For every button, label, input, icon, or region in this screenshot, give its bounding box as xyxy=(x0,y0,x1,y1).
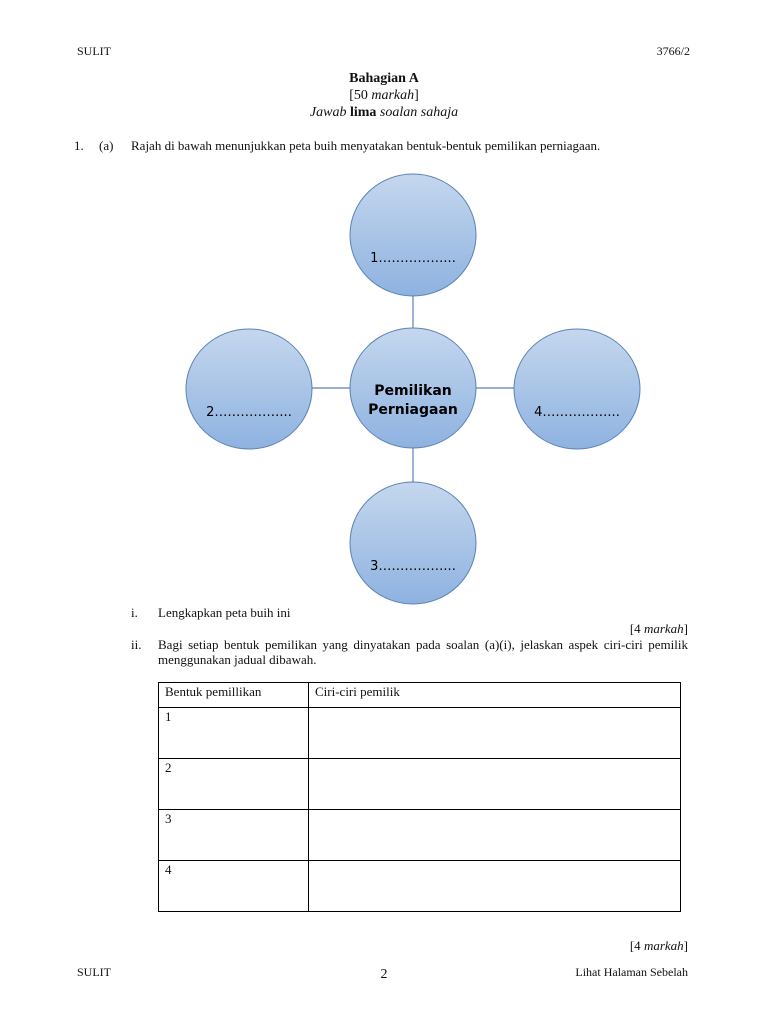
table-row xyxy=(159,708,681,759)
table-row xyxy=(159,861,681,912)
subquestion-1-text: Lengkapkan peta buih ini xyxy=(158,605,291,620)
header-paper-code: 3766/2 xyxy=(656,44,690,58)
answer-table xyxy=(158,682,681,912)
bubble-center-line1: Pemilikan xyxy=(374,383,452,399)
footer-page-number: 2 xyxy=(380,967,388,982)
bubble-right-label: 4……………... xyxy=(534,405,620,420)
subquestion-1-number: i. xyxy=(131,605,138,620)
answer-cell[interactable] xyxy=(309,708,681,759)
final-marks: [4 markah] xyxy=(629,938,688,953)
bubble-left-label: 2……………... xyxy=(206,405,292,420)
bubble-top xyxy=(350,174,476,296)
table-cell-number: 1 xyxy=(159,708,309,759)
bubble-center-line2: Perniagaan xyxy=(368,402,458,418)
table-cell-number: 2 xyxy=(159,759,309,810)
header-sulit: SULIT xyxy=(77,44,111,58)
subquestion-1-marks: [4 markah] xyxy=(629,621,688,636)
answer-cell[interactable] xyxy=(309,759,681,810)
answer-cell[interactable] xyxy=(309,861,681,912)
footer-sulit: SULIT xyxy=(77,965,111,979)
table-cell-number: 3 xyxy=(159,810,309,861)
table-header-form: Bentuk pemillikan xyxy=(159,683,309,708)
section-instruction: Jawab lima soalan sahaja xyxy=(309,105,459,120)
table-cell-number: 4 xyxy=(159,861,309,912)
question-number: 1. xyxy=(74,138,84,153)
bubble-bottom xyxy=(350,482,476,604)
table-row xyxy=(159,810,681,861)
section-title: Bahagian A xyxy=(349,71,419,86)
subquestion-2-text: Bagi setiap bentuk pemilikan yang dinyatakan pada soalan (a)(i), jelaskan aspek ciri-ciri pemilik menggunakan jadual dibawah. xyxy=(158,637,688,667)
bubble-map-diagram xyxy=(0,165,768,605)
section-marks: [50 markah] xyxy=(349,88,419,103)
question-part: (a) xyxy=(99,138,114,153)
table-row xyxy=(159,759,681,810)
footer-next-page: Lihat Halaman Sebelah xyxy=(575,965,688,979)
bubble-top-label: 1……………... xyxy=(370,251,456,266)
table-header-characteristics: Ciri-ciri pemilik xyxy=(309,683,681,708)
question-text: Rajah di bawah menunjukkan peta buih menyatakan bentuk-bentuk pemilikan perniagaan. xyxy=(131,138,601,153)
bubble-left xyxy=(186,329,312,449)
table-header-row xyxy=(159,683,681,708)
bubble-right xyxy=(514,329,640,449)
subquestion-2-number: ii. xyxy=(131,637,142,652)
bubble-bottom-label: 3……………... xyxy=(370,559,456,574)
answer-cell[interactable] xyxy=(309,810,681,861)
